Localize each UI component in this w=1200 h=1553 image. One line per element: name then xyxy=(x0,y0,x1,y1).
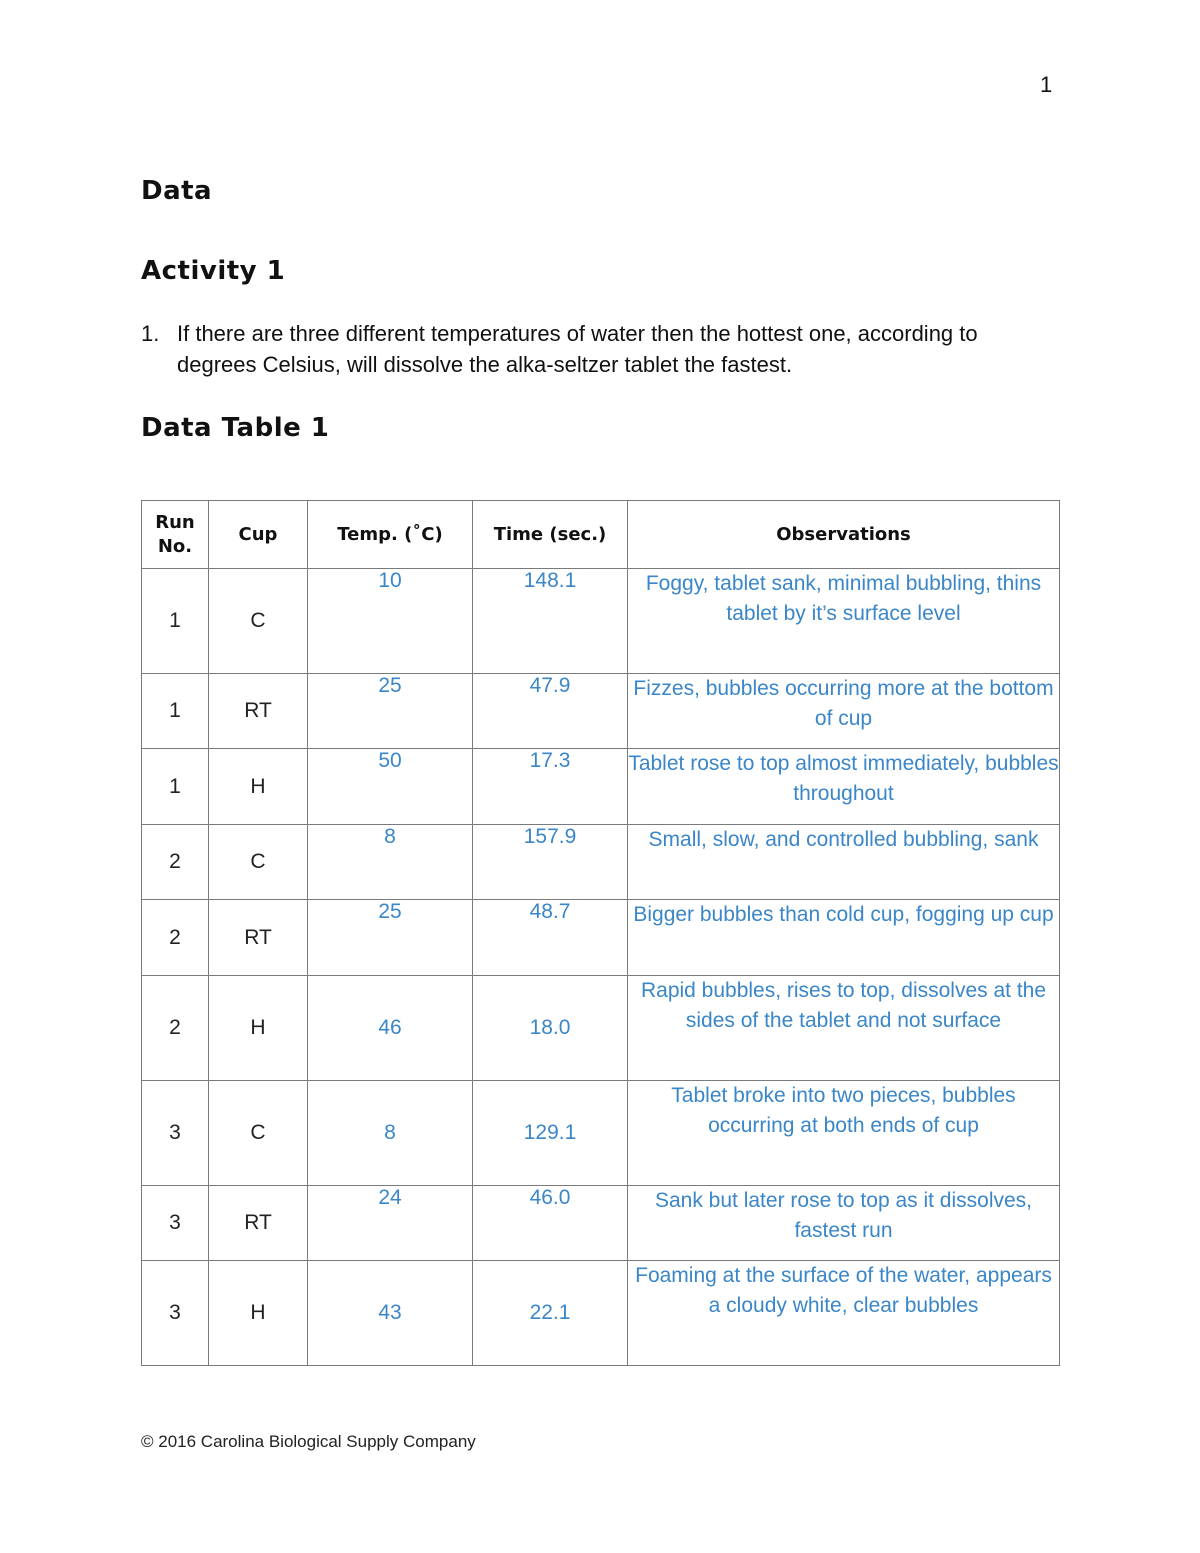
cell-cup: RT xyxy=(209,900,308,976)
cell-cup: C xyxy=(209,825,308,900)
cell-cup: C xyxy=(209,1081,308,1186)
header-temp: Temp. (˚C) xyxy=(308,501,473,569)
data-table xyxy=(141,500,1060,1366)
header-time: Time (sec.) xyxy=(473,501,628,569)
hypothesis-number: 1. xyxy=(141,321,160,346)
cell-observation: Foaming at the surface of the water, appears a cloudy white, clear bubbles xyxy=(628,1261,1060,1366)
table-row xyxy=(142,1261,1060,1366)
cell-run: 3 xyxy=(142,1081,209,1186)
section-heading-activity: Activity 1 xyxy=(141,256,286,286)
cell-time: 148.1 xyxy=(473,569,628,674)
cell-run: 3 xyxy=(142,1261,209,1366)
cell-cup: H xyxy=(209,1261,308,1366)
cell-observation: Small, slow, and controlled bubbling, sank xyxy=(628,825,1060,900)
header-run-no: Run No. xyxy=(142,501,209,569)
cell-cup: RT xyxy=(209,674,308,749)
cell-run: 1 xyxy=(142,569,209,674)
cell-run: 1 xyxy=(142,749,209,825)
hypothesis-item xyxy=(141,318,1061,380)
cell-time: 48.7 xyxy=(473,900,628,976)
cell-cup: H xyxy=(209,976,308,1081)
cell-observation: Tablet broke into two pieces, bubbles occurring at both ends of cup xyxy=(628,1081,1060,1186)
cell-time: 157.9 xyxy=(473,825,628,900)
table-header-row xyxy=(142,501,1060,569)
table-row xyxy=(142,1186,1060,1261)
cell-temp: 10 xyxy=(308,569,473,674)
header-observations: Observations xyxy=(628,501,1060,569)
cell-observation: Bigger bubbles than cold cup, fogging up cup xyxy=(628,900,1060,976)
cell-time: 129.1 xyxy=(473,1081,628,1186)
cell-temp: 46 xyxy=(308,976,473,1081)
table-row xyxy=(142,976,1060,1081)
cell-temp: 25 xyxy=(308,674,473,749)
cell-temp: 24 xyxy=(308,1186,473,1261)
cell-run: 1 xyxy=(142,674,209,749)
cell-time: 18.0 xyxy=(473,976,628,1081)
cell-time: 46.0 xyxy=(473,1186,628,1261)
table-row xyxy=(142,749,1060,825)
cell-temp: 50 xyxy=(308,749,473,825)
table-row xyxy=(142,674,1060,749)
table-row xyxy=(142,1081,1060,1186)
cell-run: 2 xyxy=(142,825,209,900)
table-row xyxy=(142,569,1060,674)
table-row xyxy=(142,900,1060,976)
page-number: 1 xyxy=(1040,72,1053,97)
cell-observation: Tablet rose to top almost immediately, bubbles throughout xyxy=(628,749,1060,825)
copyright-footer: © 2016 Carolina Biological Supply Company xyxy=(141,1432,476,1451)
cell-cup: C xyxy=(209,569,308,674)
table-heading: Data Table 1 xyxy=(141,413,330,443)
cell-observation: Sank but later rose to top as it dissolves, fastest run xyxy=(628,1186,1060,1261)
table-row xyxy=(142,825,1060,900)
hypothesis-text: If there are three different temperatures of water then the hottest one, according to degrees Celsius, will dissolve the alka-seltzer tablet the fastest. xyxy=(177,321,978,377)
cell-temp: 25 xyxy=(308,900,473,976)
cell-time: 22.1 xyxy=(473,1261,628,1366)
header-cup: Cup xyxy=(209,501,308,569)
cell-time: 17.3 xyxy=(473,749,628,825)
section-heading-data: Data xyxy=(141,176,213,206)
cell-cup: H xyxy=(209,749,308,825)
cell-temp: 8 xyxy=(308,1081,473,1186)
cell-cup: RT xyxy=(209,1186,308,1261)
cell-time: 47.9 xyxy=(473,674,628,749)
cell-temp: 43 xyxy=(308,1261,473,1366)
cell-observation: Foggy, tablet sank, minimal bubbling, thins tablet by it’s surface level xyxy=(628,569,1060,674)
cell-temp: 8 xyxy=(308,825,473,900)
cell-run: 2 xyxy=(142,900,209,976)
cell-observation: Rapid bubbles, rises to top, dissolves at the sides of the tablet and not surface xyxy=(628,976,1060,1081)
cell-run: 2 xyxy=(142,976,209,1081)
cell-run: 3 xyxy=(142,1186,209,1261)
cell-observation: Fizzes, bubbles occurring more at the bottom of cup xyxy=(628,674,1060,749)
